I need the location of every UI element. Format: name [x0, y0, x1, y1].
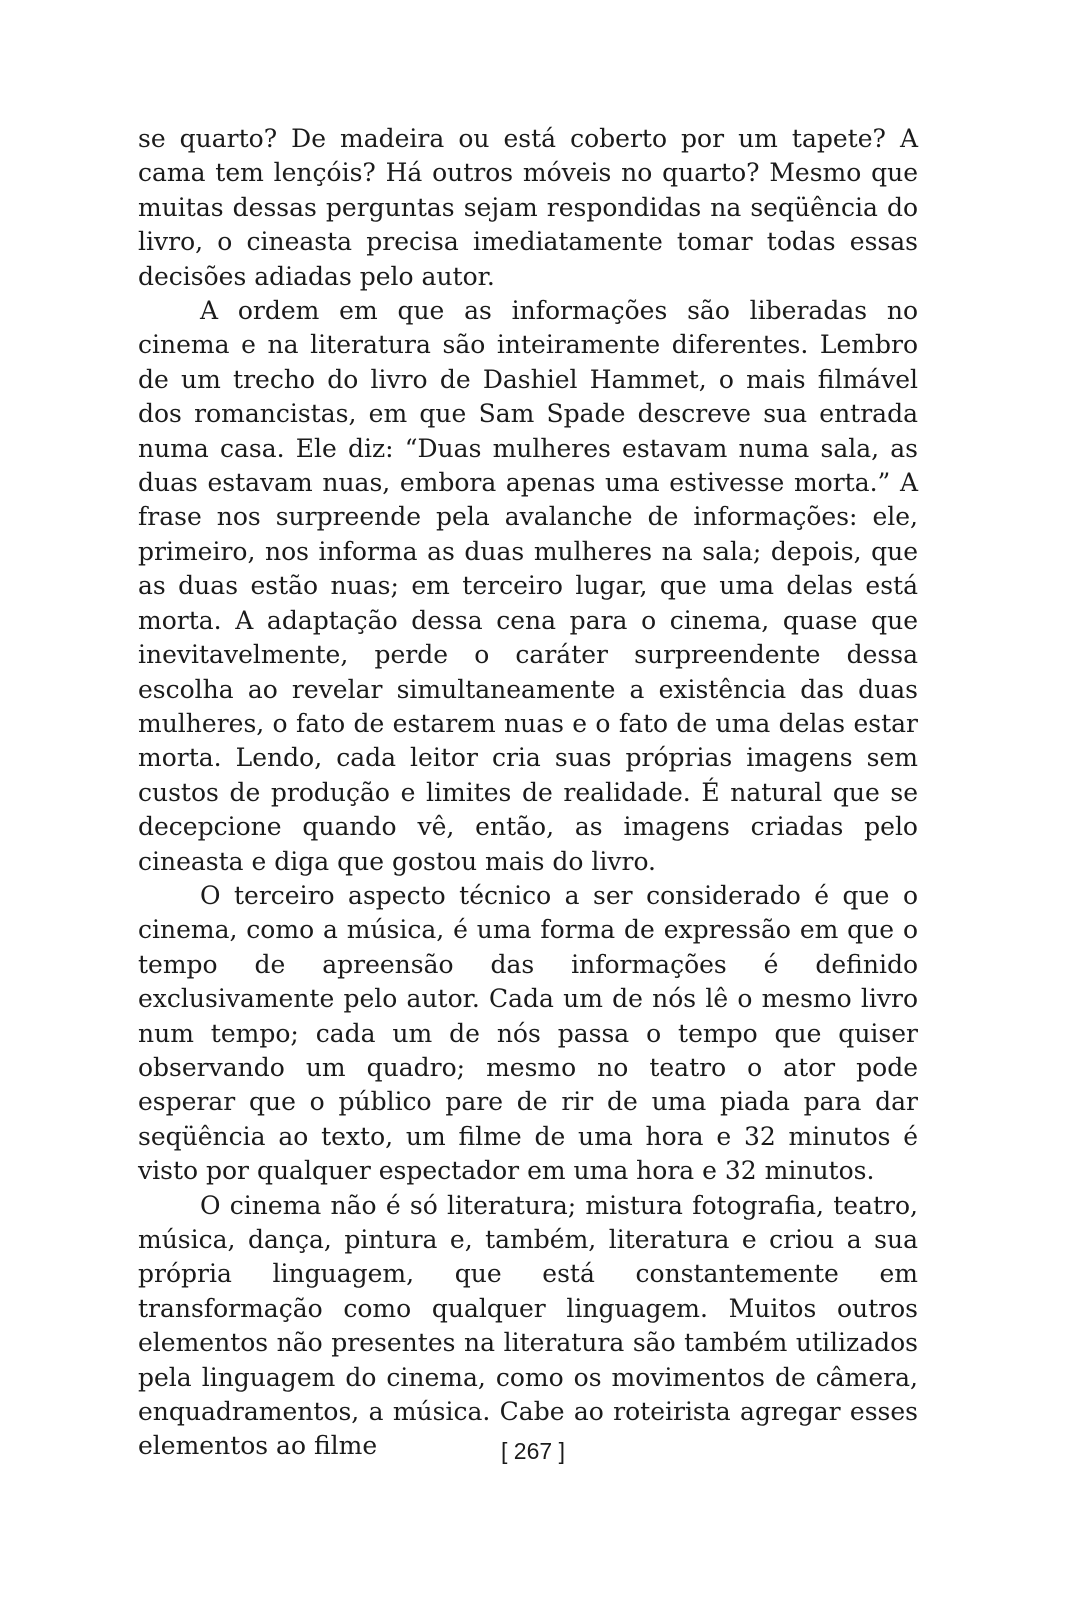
body-text: [138, 122, 918, 1464]
paragraph-cinema-language: O cinema não é só literatura; mistura fotografia, teatro, música, dança, pintura e, também, literatura e criou a sua própria linguagem, que está constantemente em transformação como qualquer linguagem. Muitos outros elementos não presentes na literatura são também utilizados pela linguagem do cinema, como os movimentos de câmera, enquadramentos, a música. Cabe ao roteirista agregar esses elementos ao filme: [138, 1190, 918, 1461]
page-number: [ 267 ]: [501, 1438, 565, 1464]
paragraph-continued: se quarto? De madeira ou está coberto por um tapete? A cama tem lençóis? Há outros móveis no quarto? Mesmo que muitas dessas perguntas sejam respondidas na seqüência do livro, o cineasta precisa imediatamente tomar todas essas decisões adiadas pelo autor.: [138, 124, 918, 291]
paragraph-third-technical-aspect: O terceiro aspecto técnico a ser considerado é que o cinema, como a música, é uma forma de expressão em que o tempo de apreensão das informações é definido exclusivamente pelo autor. Cada um de nós lê o mesmo livro num tempo; cada um de nós passa o tempo que quiser observando um quadro; mesmo no teatro o ator pode esperar que o público pare de rir de uma piada para dar seqüência ao texto, um filme de uma hora e 32 minutos é visto por qualquer espectador em uma hora e 32 minutos.: [138, 880, 918, 1186]
paragraph-information-order: A ordem em que as informações são liberadas no cinema e na literatura são inteiramente diferentes. Lembro de um trecho do livro de Dashiel Hammet, o mais filmável dos romancistas, em que Sam Spade descreve sua entrada numa casa. Ele diz: “Duas mulheres estavam numa sala, as duas estavam nuas, embora apenas uma estivesse morta.” A frase nos surpreende pela avalanche de informações: ele, primeiro, nos informa as duas mulheres na sala; depois, que as duas estão nuas; em terceiro lugar, que uma delas está morta. A adaptação dessa cena para o cinema, quase que inevitavelmente, perde o caráter surpreendente dessa escolha ao revelar simultaneamente a existência das duas mulheres, o fato de estarem nuas e o fato de uma delas estar morta. Lendo, cada leitor cria suas próprias imagens sem custos de produção e limites de realidade. É natural que se decepcione quando vê, então, as imagens criadas pelo cineasta e diga que gostou mais do livro.: [138, 296, 918, 876]
